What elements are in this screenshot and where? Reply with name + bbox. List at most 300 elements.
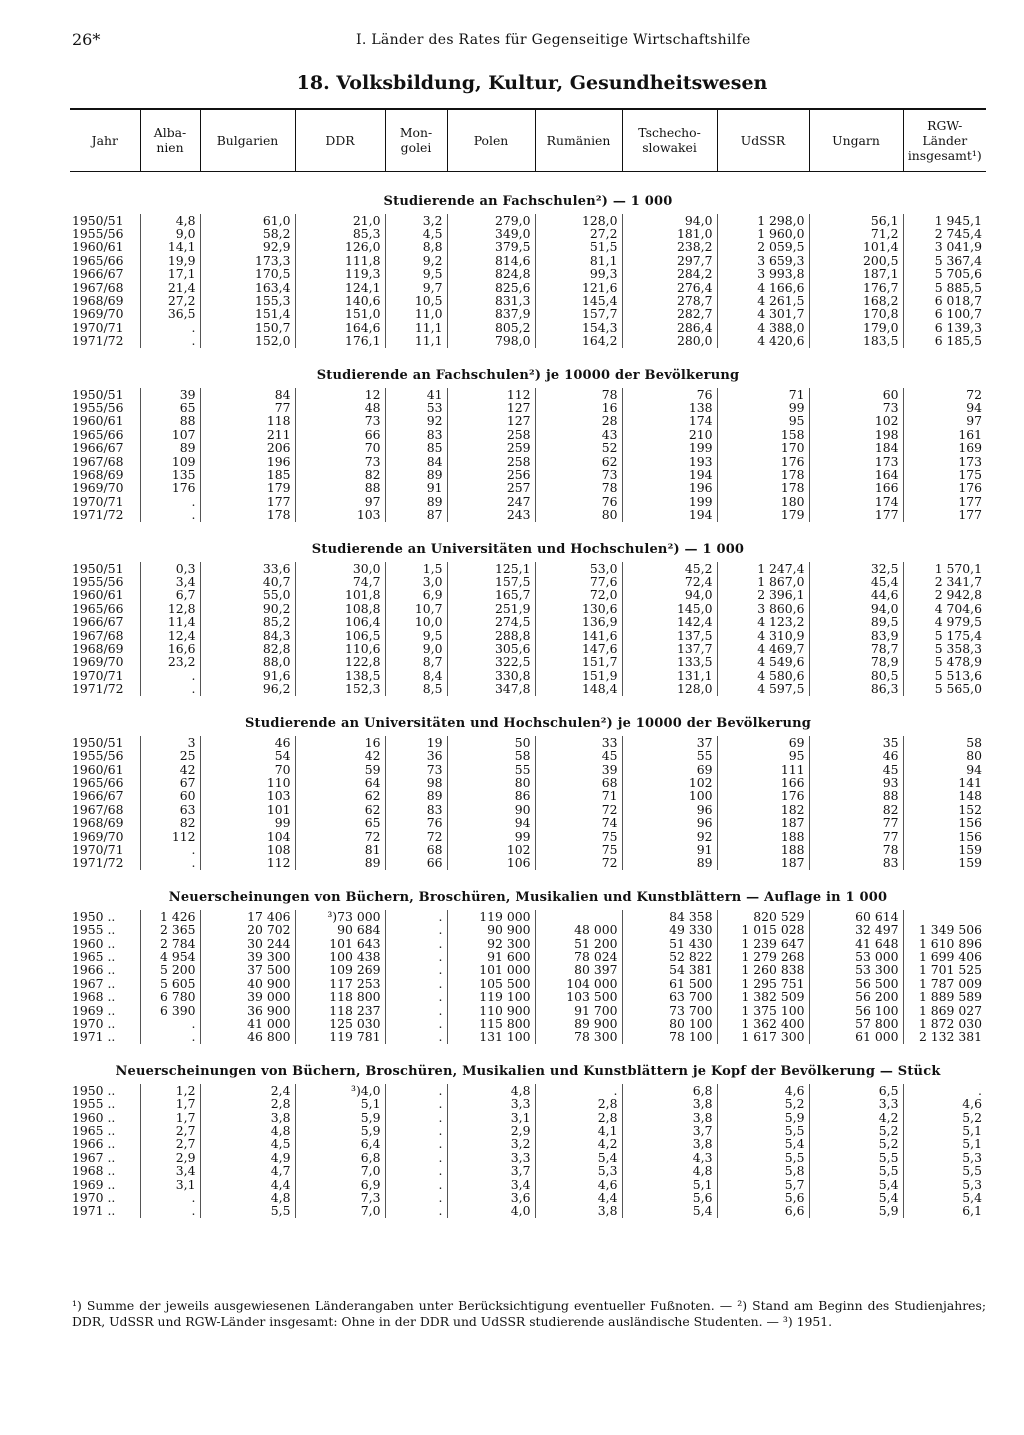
table-row (70, 910, 986, 923)
value-cell: 63 700 (622, 990, 717, 1003)
value-cell: 178 (717, 468, 809, 481)
table-row (70, 428, 986, 441)
value-cell: 72 (295, 830, 385, 843)
value-cell: 5 705,6 (903, 267, 986, 280)
value-cell: 111,8 (295, 254, 385, 267)
value-cell (535, 910, 622, 923)
value-cell: 138,5 (295, 669, 385, 682)
value-cell: 9,7 (385, 281, 447, 294)
value-cell: 2,8 (535, 1111, 622, 1124)
section-heading-row (70, 696, 986, 736)
value-cell: 89,5 (809, 615, 903, 628)
column-header-albanien: Alba- nien (140, 109, 200, 171)
value-cell: 173 (809, 455, 903, 468)
value-cell: 103 500 (535, 990, 622, 1003)
value-cell: 127 (447, 414, 535, 427)
value-cell: 1 375 100 (717, 1004, 809, 1017)
value-cell: 106,4 (295, 615, 385, 628)
value-cell: 164,2 (535, 334, 622, 347)
year-cell: 1966/67 (72, 440, 124, 456)
value-cell: 824,8 (447, 267, 535, 280)
value-cell: 89 (295, 856, 385, 869)
value-cell: . (140, 321, 200, 334)
value-cell: 131 100 (447, 1030, 535, 1043)
table-row (70, 803, 986, 816)
value-cell: 90 (447, 803, 535, 816)
year-cell: 1966 .. (72, 962, 116, 978)
value-cell: 6 185,5 (903, 334, 986, 347)
value-cell: 4,7 (200, 1164, 295, 1177)
value-cell: 825,6 (447, 281, 535, 294)
value-cell: 1 362 400 (717, 1017, 809, 1030)
value-cell: 3,1 (447, 1111, 535, 1124)
value-cell: 151,0 (295, 307, 385, 320)
value-cell: 3 993,8 (717, 267, 809, 280)
value-cell: 8,7 (385, 655, 447, 668)
value-cell: 126,0 (295, 240, 385, 253)
value-cell: . (535, 1084, 622, 1097)
value-cell: 156 (903, 830, 986, 843)
value-cell: . (385, 990, 447, 1003)
value-cell: 2,7 (140, 1137, 200, 1150)
table-row (70, 990, 986, 1003)
year-cell: 1970/71 (72, 667, 124, 683)
value-cell: 280,0 (622, 334, 717, 347)
value-cell: 119 781 (295, 1030, 385, 1043)
table-row (70, 1004, 986, 1017)
value-cell: 136,9 (535, 615, 622, 628)
value-cell: 200,5 (809, 254, 903, 267)
value-cell: 88 (809, 789, 903, 802)
value-cell: 1 869 027 (903, 1004, 986, 1017)
value-cell: 173 (903, 455, 986, 468)
value-cell: 177 (903, 508, 986, 521)
value-cell: 69 (622, 763, 717, 776)
value-cell: 99 (200, 816, 295, 829)
year-cell: 1955/56 (72, 225, 124, 241)
value-cell: 187 (717, 856, 809, 869)
value-cell: 106 (447, 856, 535, 869)
value-cell: 122,8 (295, 655, 385, 668)
value-cell: 119 100 (447, 990, 535, 1003)
value-cell: 89 (385, 468, 447, 481)
value-cell: 4 954 (140, 950, 200, 963)
value-cell: 28 (535, 414, 622, 427)
table-row (70, 950, 986, 963)
value-cell: 3,8 (535, 1204, 622, 1217)
value-cell: 17,1 (140, 267, 200, 280)
value-cell: 297,7 (622, 254, 717, 267)
value-cell: 111 (717, 763, 809, 776)
value-cell: 2 059,5 (717, 240, 809, 253)
value-cell: 3,3 (809, 1097, 903, 1110)
value-cell: 67 (140, 776, 200, 789)
value-cell: 206 (200, 441, 295, 454)
year-cell: 1960/61 (72, 761, 124, 777)
value-cell: 72,0 (535, 588, 622, 601)
value-cell: 91 (385, 481, 447, 494)
value-cell: 251,9 (447, 602, 535, 615)
value-cell: 288,8 (447, 629, 535, 642)
value-cell: 39 (140, 388, 200, 401)
value-cell: 73 (295, 414, 385, 427)
value-cell: 5 175,4 (903, 629, 986, 642)
value-cell: 5,7 (717, 1178, 809, 1191)
value-cell: 84 (385, 455, 447, 468)
value-cell: 4,8 (200, 1124, 295, 1137)
section-heading-row (70, 870, 986, 910)
table-row (70, 1191, 986, 1204)
value-cell: 106,5 (295, 629, 385, 642)
value-cell: . (140, 856, 200, 869)
value-cell: 2,9 (447, 1124, 535, 1137)
value-cell: 3,7 (622, 1124, 717, 1137)
column-header-row (70, 109, 986, 171)
value-cell: 6 390 (140, 1004, 200, 1017)
value-cell: 5,9 (717, 1111, 809, 1124)
value-cell: 5,9 (295, 1124, 385, 1137)
year-cell: 1965/66 (72, 426, 124, 442)
value-cell: 124,1 (295, 281, 385, 294)
value-cell: 805,2 (447, 321, 535, 334)
value-cell: 73 (385, 763, 447, 776)
value-cell: 1 699 406 (903, 950, 986, 963)
value-cell: 4 597,5 (717, 682, 809, 695)
table-row (70, 736, 986, 749)
value-cell: 814,6 (447, 254, 535, 267)
table-row (70, 642, 986, 655)
table-row (70, 414, 986, 427)
value-cell: 176,7 (809, 281, 903, 294)
value-cell: 6,7 (140, 588, 200, 601)
table-row (70, 963, 986, 976)
value-cell: 112 (447, 388, 535, 401)
year-cell: 1967/68 (72, 627, 124, 643)
value-cell: 8,5 (385, 682, 447, 695)
value-cell: . (140, 669, 200, 682)
value-cell: 1 960,0 (717, 227, 809, 240)
value-cell: 9,0 (385, 642, 447, 655)
table-row (70, 1151, 986, 1164)
value-cell: . (385, 950, 447, 963)
table-row (70, 629, 986, 642)
value-cell: 198 (809, 428, 903, 441)
value-cell: 9,5 (385, 629, 447, 642)
value-cell: 137,7 (622, 642, 717, 655)
value-cell: 4 580,6 (717, 669, 809, 682)
value-cell: 125 030 (295, 1017, 385, 1030)
value-cell: . (385, 1204, 447, 1217)
value-cell: 72 (535, 803, 622, 816)
section-heading-row (70, 1044, 986, 1084)
value-cell: 187,1 (809, 267, 903, 280)
year-cell: 1971 .. (72, 1203, 116, 1219)
value-cell: 39 (535, 763, 622, 776)
value-cell: 65 (140, 401, 200, 414)
value-cell: 125,1 (447, 562, 535, 575)
value-cell: 157,7 (535, 307, 622, 320)
value-cell: 80 (535, 508, 622, 521)
value-cell: 4,6 (903, 1097, 986, 1110)
table-row (70, 401, 986, 414)
value-cell: 173,3 (200, 254, 295, 267)
value-cell: 4,9 (200, 1151, 295, 1164)
value-cell: 89 (622, 856, 717, 869)
value-cell: 92 (622, 830, 717, 843)
value-cell: 76 (535, 495, 622, 508)
value-cell: 3,8 (622, 1111, 717, 1124)
table-row (70, 1030, 986, 1043)
value-cell: 94 (447, 816, 535, 829)
value-cell: 5,3 (903, 1178, 986, 1191)
column-header-ungarn: Ungarn (809, 109, 903, 171)
value-cell: 141,6 (535, 629, 622, 642)
value-cell: 6,9 (385, 588, 447, 601)
value-cell: 130,6 (535, 602, 622, 615)
value-cell: 80 397 (535, 963, 622, 976)
value-cell: 3,2 (447, 1137, 535, 1150)
table-row (70, 1017, 986, 1030)
value-cell: 86,3 (809, 682, 903, 695)
value-cell: 121,6 (535, 281, 622, 294)
value-cell: . (385, 1017, 447, 1030)
value-cell: 127 (447, 401, 535, 414)
value-cell: . (385, 1084, 447, 1097)
value-cell: 128,0 (535, 214, 622, 227)
value-cell: 110,6 (295, 642, 385, 655)
year-cell: 1960 .. (72, 935, 116, 951)
value-cell: 5,1 (903, 1137, 986, 1150)
value-cell: 3,0 (385, 575, 447, 588)
table-row (70, 281, 986, 294)
value-cell: 11,1 (385, 321, 447, 334)
value-cell: 4,8 (447, 1084, 535, 1097)
value-cell: 151,4 (200, 307, 295, 320)
value-cell: 3,2 (385, 214, 447, 227)
value-cell: 23,2 (140, 655, 200, 668)
value-cell: 4 301,7 (717, 307, 809, 320)
value-cell: 152,0 (200, 334, 295, 347)
year-cell: 1955 .. (72, 1096, 116, 1112)
value-cell: 178 (200, 508, 295, 521)
value-cell: 51,5 (535, 240, 622, 253)
value-cell: 37 500 (200, 963, 295, 976)
value-cell: 33 (535, 736, 622, 749)
value-cell: 128,0 (622, 682, 717, 695)
year-cell: 1965/66 (72, 600, 124, 616)
value-cell: 185 (200, 468, 295, 481)
value-cell: ³)4,0 (295, 1084, 385, 1097)
year-cell: 1969 .. (72, 1176, 116, 1192)
column-header-rgw-insgesamt: RGW- Länder insgesamt¹) (903, 109, 986, 171)
value-cell: 53,0 (535, 562, 622, 575)
year-cell: 1960/61 (72, 239, 124, 255)
table-row (70, 441, 986, 454)
value-cell: ³)73 000 (295, 910, 385, 923)
value-cell: 56 200 (809, 990, 903, 1003)
value-cell: 117 253 (295, 977, 385, 990)
table-row (70, 843, 986, 856)
value-cell: 5,2 (809, 1124, 903, 1137)
value-cell: 74,7 (295, 575, 385, 588)
table-row (70, 789, 986, 802)
value-cell: 101 643 (295, 937, 385, 950)
value-cell: 78 (535, 388, 622, 401)
value-cell: . (140, 1204, 200, 1217)
value-cell: 102 (447, 843, 535, 856)
value-cell: 118 237 (295, 1004, 385, 1017)
value-cell: 199 (622, 441, 717, 454)
value-cell: 1 295 751 (717, 977, 809, 990)
year-cell: 1950/51 (72, 386, 124, 402)
year-cell: 1966/67 (72, 614, 124, 630)
value-cell: 831,3 (447, 294, 535, 307)
value-cell: 44,6 (809, 588, 903, 601)
year-cell: 1960 .. (72, 1109, 116, 1125)
value-cell: 1,7 (140, 1097, 200, 1110)
value-cell: 60 (809, 388, 903, 401)
value-cell: 4 549,6 (717, 655, 809, 668)
value-cell: 5,3 (535, 1164, 622, 1177)
value-cell: 6,6 (717, 1204, 809, 1217)
value-cell: . (385, 1030, 447, 1043)
value-cell: 2 341,7 (903, 575, 986, 588)
value-cell: 112 (200, 856, 295, 869)
table-row (70, 455, 986, 468)
value-cell: 104 (200, 830, 295, 843)
value-cell: . (140, 843, 200, 856)
value-cell: 164 (809, 468, 903, 481)
value-cell: 105 500 (447, 977, 535, 990)
value-cell: 36 900 (200, 1004, 295, 1017)
value-cell: 45 (809, 763, 903, 776)
value-cell: 178 (717, 481, 809, 494)
value-cell: 103 (200, 789, 295, 802)
value-cell: 16 (535, 401, 622, 414)
value-cell: 77,6 (535, 575, 622, 588)
value-cell: 96 (622, 803, 717, 816)
value-cell: 82,8 (200, 642, 295, 655)
value-cell: 93 (809, 776, 903, 789)
value-cell: 49 330 (622, 923, 717, 936)
year-cell: 1966/67 (72, 266, 124, 282)
value-cell: 286,4 (622, 321, 717, 334)
value-cell: 305,6 (447, 642, 535, 655)
value-cell: 4,8 (200, 1191, 295, 1204)
value-cell: 5,1 (622, 1178, 717, 1191)
value-cell: 3,8 (622, 1097, 717, 1110)
value-cell: 194 (622, 468, 717, 481)
year-cell: 1967/68 (72, 453, 124, 469)
value-cell: 82 (140, 816, 200, 829)
table-row (70, 334, 986, 347)
year-cell: 1969/70 (72, 306, 124, 322)
value-cell: 211 (200, 428, 295, 441)
value-cell: 33,6 (200, 562, 295, 575)
value-cell: 5,4 (809, 1191, 903, 1204)
table-row (70, 388, 986, 401)
value-cell: 4,1 (535, 1124, 622, 1137)
value-cell: 58 (903, 736, 986, 749)
value-cell: 152 (903, 803, 986, 816)
year-cell: 1971/72 (72, 333, 124, 349)
table-row (70, 1164, 986, 1177)
value-cell: . (140, 1017, 200, 1030)
value-cell: 104 000 (535, 977, 622, 990)
table-row (70, 830, 986, 843)
value-cell: 5 513,6 (903, 669, 986, 682)
value-cell: 90,2 (200, 602, 295, 615)
value-cell: 133,5 (622, 655, 717, 668)
value-cell: 4,8 (140, 214, 200, 227)
value-cell: 83 (385, 428, 447, 441)
value-cell: 39 000 (200, 990, 295, 1003)
value-cell: 95 (717, 749, 809, 762)
value-cell: 4 420,6 (717, 334, 809, 347)
year-cell: 1965 .. (72, 1123, 116, 1139)
value-cell: 7,3 (295, 1191, 385, 1204)
value-cell: 4,3 (622, 1151, 717, 1164)
value-cell: 6,4 (295, 1137, 385, 1150)
table-row (70, 1124, 986, 1137)
value-cell: 51 200 (535, 937, 622, 950)
value-cell: 3,3 (447, 1151, 535, 1164)
value-cell: 77 (200, 401, 295, 414)
value-cell: 32 497 (809, 923, 903, 936)
value-cell: 4,4 (535, 1191, 622, 1204)
section-title: Neuerscheinungen von Büchern, Broschüren, Musikalien und Kunstblättern — Auflage in 1 000 (168, 889, 888, 905)
value-cell: 168,2 (809, 294, 903, 307)
value-cell: . (385, 1097, 447, 1110)
value-cell: 57 800 (809, 1017, 903, 1030)
value-cell: 61 000 (809, 1030, 903, 1043)
value-cell: 30,0 (295, 562, 385, 575)
value-cell: 5,4 (717, 1137, 809, 1150)
value-cell: 4,2 (809, 1111, 903, 1124)
value-cell: 349,0 (447, 227, 535, 240)
value-cell: 169 (903, 441, 986, 454)
value-cell: 94,0 (622, 214, 717, 227)
value-cell: 64 (295, 776, 385, 789)
value-cell: 42 (140, 763, 200, 776)
running-head: I. Länder des Rates für Gegenseitige Wirtschaftshilfe (356, 32, 751, 48)
value-cell: 55,0 (200, 588, 295, 601)
value-cell: 99,3 (535, 267, 622, 280)
section-title: Studierende an Fachschulen²) — 1 000 (383, 193, 673, 209)
value-cell: 157,5 (447, 575, 535, 588)
value-cell: 94,0 (622, 588, 717, 601)
value-cell: 187 (717, 816, 809, 829)
value-cell: . (385, 1164, 447, 1177)
value-cell: 193 (622, 455, 717, 468)
value-cell: 243 (447, 508, 535, 521)
value-cell: 48 (295, 401, 385, 414)
value-cell: 5,4 (809, 1178, 903, 1191)
column-header-ddr: DDR (295, 109, 385, 171)
value-cell: 179 (717, 508, 809, 521)
section-title: Neuerscheinungen von Büchern, Broschüren, Musikalien und Kunstblättern je Kopf der Bevölkerung — Stück (115, 1063, 941, 1079)
value-cell: 276,4 (622, 281, 717, 294)
value-cell: 137,5 (622, 629, 717, 642)
value-cell: 61 500 (622, 977, 717, 990)
year-cell: 1970 .. (72, 1016, 116, 1031)
value-cell: 0,3 (140, 562, 200, 575)
year-cell: 1966 .. (72, 1136, 116, 1152)
value-cell: 97 (903, 414, 986, 427)
value-cell: 274,5 (447, 615, 535, 628)
value-cell: 284,2 (622, 267, 717, 280)
value-cell: 11,1 (385, 334, 447, 347)
